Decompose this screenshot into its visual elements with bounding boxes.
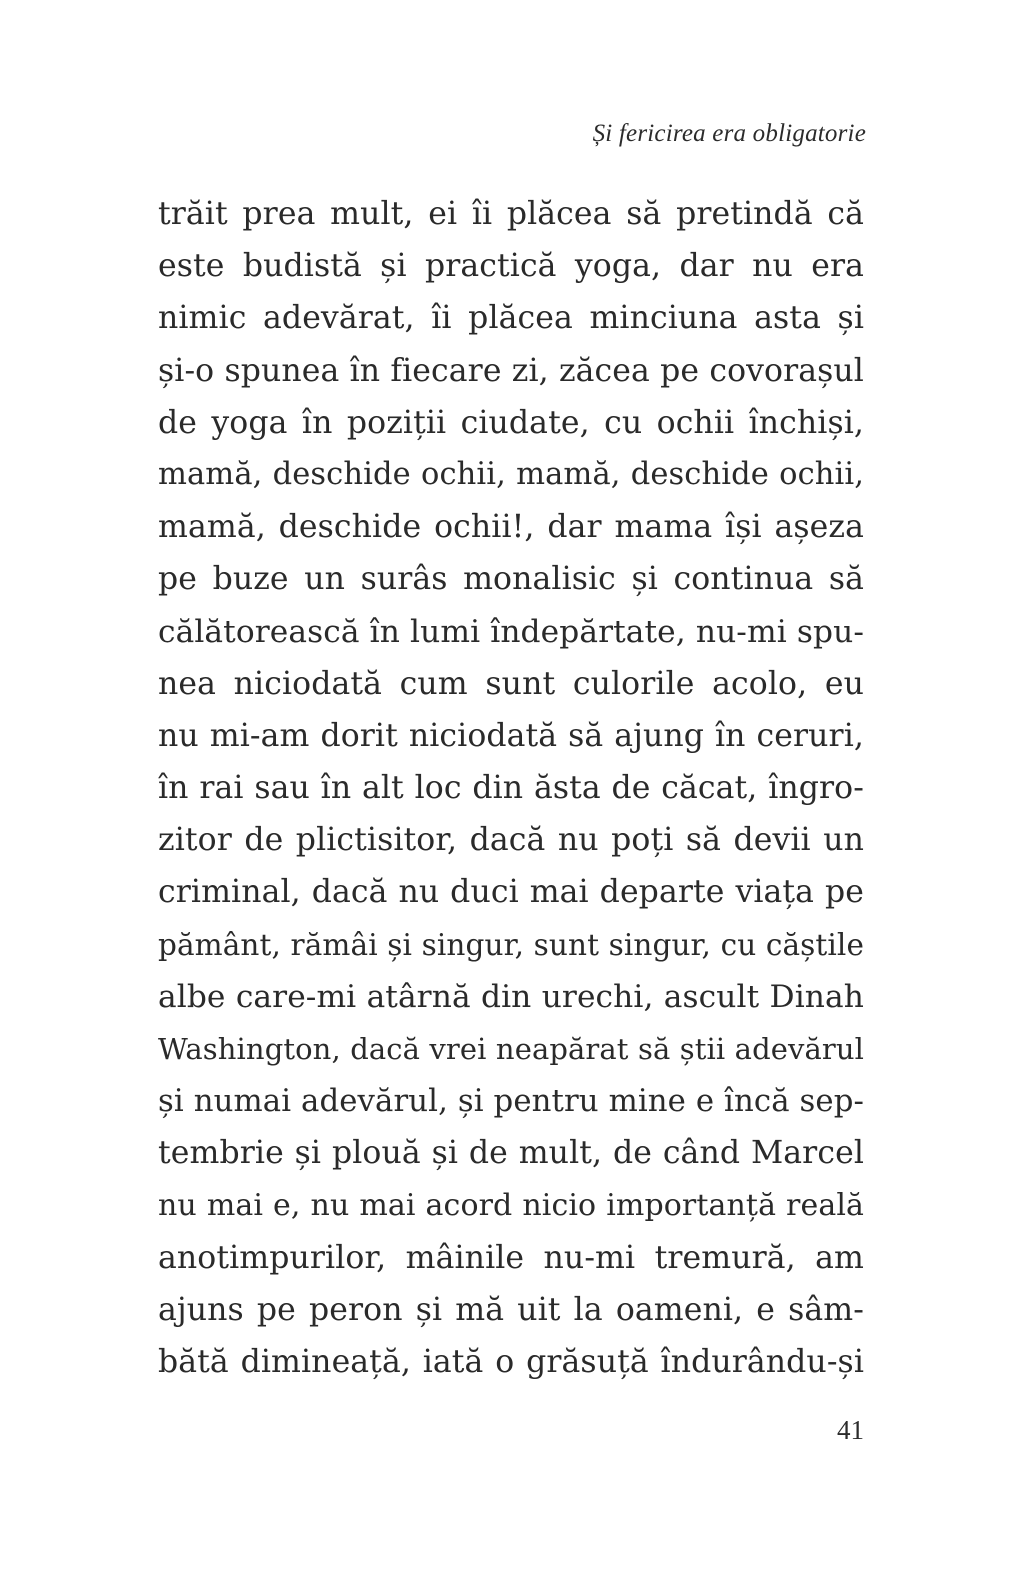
text-line: nimic adevărat, îi plăcea minciuna asta și <box>158 300 864 337</box>
text-line: anotimpurilor, mâinile nu-mi tremură, am <box>158 1239 864 1276</box>
running-header: Și fericirea era obligatorie <box>592 120 866 147</box>
text-line: zitor de plictisitor, dacă nu poți să devii un <box>158 822 864 859</box>
text-line: bătă dimineață, iată o grăsuță îndurându-și <box>158 1344 864 1381</box>
body-text <box>158 188 864 1388</box>
page-number: 41 <box>837 1415 864 1445</box>
text-line: mamă, deschide ochii, mamă, deschide ochii, <box>158 456 864 492</box>
text-line: pe buze un surâs monalisic și continua să <box>158 561 864 598</box>
text-line: pământ, rămâi și singur, sunt singur, cu căștile <box>158 927 864 962</box>
text-line: criminal, dacă nu duci mai departe viața pe <box>158 874 864 911</box>
text-line: Washington, dacă vrei neapărat să știi adevărul <box>158 1032 864 1066</box>
text-line: tembrie și plouă și de mult, de când Marcel <box>158 1135 864 1172</box>
text-line: călătorească în lumi îndepărtate, nu-mi spu- <box>158 613 864 650</box>
text-line: nu mai e, nu mai acord nicio importanță reală <box>158 1187 864 1223</box>
text-line: mamă, deschide ochii!, dar mama își așeza <box>158 509 864 546</box>
text-line: trăit prea mult, ei îi plăcea să pretindă că <box>158 196 864 232</box>
text-line: și numai adevărul, și pentru mine e încă sep- <box>158 1083 864 1120</box>
text-line: în rai sau în alt loc din ăsta de căcat, îngro- <box>158 770 864 807</box>
text-line: și-o spunea în fiecare zi, zăcea pe covorașul <box>158 352 864 389</box>
text-line: albe care-mi atârnă din urechi, ascult Dinah <box>158 978 864 1015</box>
text-line: ajuns pe peron și mă uit la oameni, e sâm- <box>158 1291 864 1328</box>
text-line: este budistă și practică yoga, dar nu era <box>158 248 864 285</box>
text-line: de yoga în poziții ciudate, cu ochii închiși, <box>158 404 864 441</box>
text-line: nu mi-am dorit niciodată să ajung în ceruri, <box>158 717 864 754</box>
text-line: nea niciodată cum sunt culorile acolo, eu <box>158 665 864 702</box>
